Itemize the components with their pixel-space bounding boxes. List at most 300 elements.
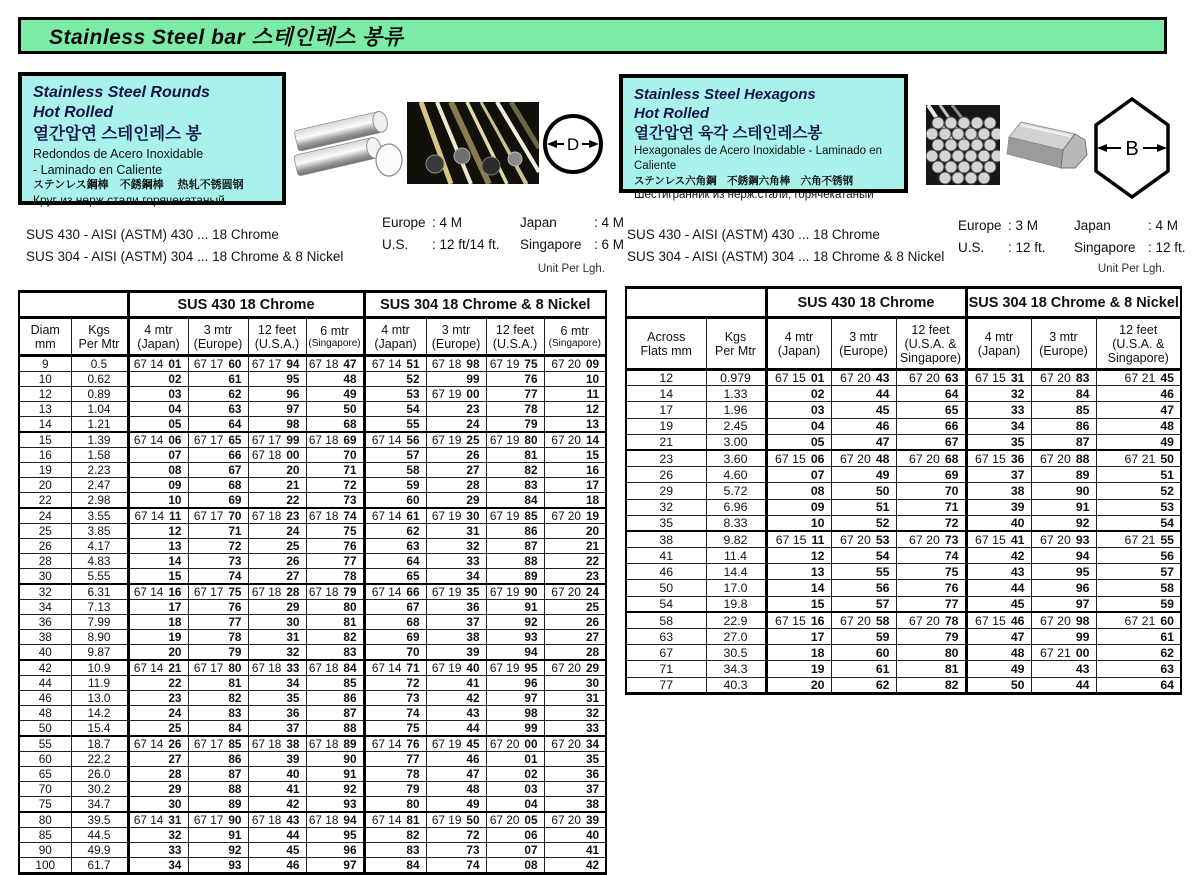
code-suffix: 21 [168, 661, 182, 675]
code-suffix: 54 [1160, 516, 1174, 531]
code-suffix: 77 [343, 554, 357, 568]
code-prefix: 67 18 [431, 357, 462, 371]
code-suffix: 53 [1160, 500, 1174, 515]
code-suffix: 17 [168, 600, 182, 614]
rounds-title-ru: Круг из нерж.стали горячекатаный [33, 193, 225, 207]
code-suffix: 65 [228, 433, 242, 447]
impa-code-cell [1031, 483, 1096, 499]
header-line: 12 feet [257, 322, 297, 337]
table-row [626, 434, 1181, 450]
table-row [19, 356, 606, 372]
table-row [626, 661, 1181, 677]
code-prefix: 67 20 [840, 451, 871, 466]
impa-code-cell [896, 645, 966, 661]
header-line: 12 feet [911, 322, 950, 337]
impa-code-cell [426, 630, 486, 645]
impa-code-cell [831, 596, 896, 612]
impa-code-cell [248, 463, 306, 478]
size-cell: 54 [626, 596, 706, 612]
impa-code-cell [966, 467, 1031, 483]
table-row [19, 448, 606, 463]
code-suffix: 19 [585, 509, 600, 523]
code-suffix: 83 [343, 645, 357, 659]
code-suffix: 92 [524, 615, 538, 629]
impa-code-cell [306, 691, 364, 706]
impa-code-cell [544, 417, 606, 433]
weight-cell: 18.7 [71, 736, 128, 752]
code-suffix: 58 [406, 463, 420, 477]
code-suffix: 45 [1160, 371, 1174, 386]
impa-code-cell [1096, 483, 1181, 499]
code-suffix: 11 [586, 387, 600, 401]
code-suffix: 32 [466, 539, 480, 553]
impa-code-cell [831, 548, 896, 564]
impa-code-cell [896, 450, 966, 466]
code-suffix: 44 [1075, 677, 1090, 692]
size-cell: 19 [626, 418, 706, 434]
code-suffix: 22 [286, 493, 300, 507]
code-suffix: 89 [1075, 467, 1090, 482]
code-suffix: 52 [875, 516, 890, 531]
code-suffix: 81 [343, 615, 357, 629]
code-suffix: 16 [168, 585, 182, 599]
code-suffix: 03 [524, 782, 538, 796]
weight-cell: 1.96 [706, 402, 766, 418]
impa-code-cell [128, 736, 188, 752]
weight-cell: 1.58 [71, 448, 128, 463]
page-banner [18, 17, 1167, 54]
code-prefix: 67 17 [251, 433, 282, 447]
weight-cell: 9.87 [71, 645, 128, 661]
size-cell: 80 [19, 812, 71, 828]
weight-cell: 30.5 [706, 645, 766, 661]
impa-code-cell [766, 645, 831, 661]
length-column-header [248, 318, 306, 356]
impa-code-cell [426, 524, 486, 539]
code-suffix: 75 [343, 524, 357, 538]
code-suffix: 20 [286, 463, 300, 477]
header-line: 12 feet [1119, 322, 1158, 337]
code-suffix: 89 [524, 569, 538, 583]
code-prefix: 67 14 [371, 737, 402, 751]
impa-code-cell [188, 691, 248, 706]
impa-code-cell [364, 691, 426, 706]
code-suffix: 43 [1075, 661, 1090, 676]
code-suffix: 69 [406, 630, 420, 644]
impa-code-cell [248, 630, 306, 645]
size-cell: 75 [19, 797, 71, 813]
impa-code-cell [364, 721, 426, 737]
length-column-header [188, 318, 248, 356]
code-suffix: 70 [343, 448, 357, 462]
impa-code-cell [248, 645, 306, 661]
code-suffix: 61 [1160, 629, 1174, 644]
code-suffix: 27 [286, 569, 300, 583]
code-suffix: 72 [944, 516, 959, 531]
impa-code-cell [1096, 677, 1181, 693]
table-row [626, 418, 1181, 434]
code-suffix: 14 [585, 433, 600, 447]
code-suffix: 93 [1075, 532, 1090, 547]
code-suffix: 21 [585, 539, 600, 553]
code-suffix: 51 [875, 500, 890, 515]
code-prefix: 67 18 [251, 661, 282, 675]
impa-code-cell [486, 706, 544, 721]
impa-code-cell [364, 569, 426, 585]
hex-title-ko: 열간압연 육각 스테인레스봉 [634, 125, 823, 142]
code-suffix: 84 [228, 721, 242, 735]
impa-code-cell [306, 782, 364, 797]
code-suffix: 19 [168, 630, 182, 644]
code-suffix: 76 [524, 372, 538, 386]
code-suffix: 61 [228, 372, 242, 386]
size-cell: 38 [19, 630, 71, 645]
code-suffix: 81 [406, 813, 420, 827]
header-line: (U.S.A.) [492, 336, 538, 351]
impa-code-cell [364, 828, 426, 843]
code-suffix: 99 [524, 721, 538, 735]
table-row [19, 508, 606, 524]
header-line: 3 mtr [1049, 329, 1078, 344]
code-suffix: 05 [524, 813, 538, 827]
code-suffix: 82 [524, 463, 538, 477]
code-suffix: 85 [343, 676, 357, 690]
code-suffix: 48 [466, 782, 480, 796]
weight-cell: 4.17 [71, 539, 128, 554]
code-prefix: 67 18 [308, 737, 339, 751]
impa-code-cell [486, 676, 544, 691]
length-region-label: Singapore [520, 237, 582, 252]
size-cell: 26 [626, 467, 706, 483]
code-suffix: 17 [810, 629, 825, 644]
impa-code-cell [766, 370, 831, 386]
code-suffix: 26 [168, 737, 182, 751]
impa-code-cell [544, 843, 606, 858]
size-cell: 46 [626, 564, 706, 580]
code-suffix: 50 [343, 402, 357, 416]
code-suffix: 30 [466, 509, 480, 523]
impa-code-cell [306, 539, 364, 554]
code-prefix: 67 14 [371, 661, 402, 675]
round-rods-photo [407, 102, 539, 184]
code-suffix: 06 [168, 433, 182, 447]
impa-code-cell [766, 515, 831, 531]
code-suffix: 46 [466, 752, 480, 766]
size-cell: 14 [19, 417, 71, 433]
impa-code-cell [896, 370, 966, 386]
impa-code-cell [1031, 515, 1096, 531]
code-prefix: 67 15 [775, 613, 806, 628]
table-row [626, 645, 1181, 661]
impa-code-cell [766, 467, 831, 483]
code-suffix: 03 [810, 402, 825, 417]
code-suffix: 27 [168, 752, 182, 766]
size-cell: 38 [626, 531, 706, 547]
dimension-header-cell [706, 318, 766, 370]
impa-code-cell [128, 660, 188, 676]
code-suffix: 75 [228, 585, 242, 599]
impa-code-cell [364, 432, 426, 448]
code-suffix: 18 [810, 645, 825, 660]
code-suffix: 31 [466, 524, 480, 538]
size-cell: 19 [19, 463, 71, 478]
code-suffix: 88 [343, 721, 357, 735]
code-suffix: 44 [1010, 581, 1025, 596]
code-suffix: 37 [585, 782, 600, 796]
impa-code-cell [896, 418, 966, 434]
impa-code-cell [364, 448, 426, 463]
code-suffix: 35 [286, 691, 300, 705]
code-suffix: 82 [343, 630, 357, 644]
code-suffix: 90 [228, 813, 242, 827]
code-prefix: 67 20 [1040, 613, 1071, 628]
impa-code-cell [364, 402, 426, 417]
table-row [19, 432, 606, 448]
code-suffix: 35 [585, 752, 600, 766]
code-suffix: 11 [169, 509, 182, 523]
code-prefix: 67 18 [251, 813, 282, 827]
code-prefix: 67 14 [371, 813, 402, 827]
impa-code-cell [128, 782, 188, 797]
length-region-label: U.S. [958, 240, 985, 255]
code-suffix: 40 [466, 661, 480, 675]
impa-code-cell [306, 463, 364, 478]
length-column-header [128, 318, 188, 356]
impa-code-cell [426, 508, 486, 524]
code-suffix: 41 [585, 843, 600, 857]
impa-code-cell [188, 569, 248, 585]
impa-code-cell [128, 645, 188, 661]
table-row [19, 660, 606, 676]
sub-header-row [626, 318, 1181, 370]
impa-code-cell [544, 858, 606, 874]
table-row [19, 524, 606, 539]
table-row [19, 387, 606, 402]
code-suffix: 98 [466, 357, 480, 371]
code-suffix: 30 [286, 615, 300, 629]
code-suffix: 71 [343, 463, 357, 477]
code-suffix: 47 [875, 435, 890, 450]
code-suffix: 45 [466, 737, 480, 751]
code-prefix: 67 15 [775, 371, 806, 386]
code-suffix: 56 [875, 581, 890, 596]
code-suffix: 83 [1075, 371, 1090, 386]
impa-code-cell [966, 596, 1031, 612]
code-prefix: 67 14 [371, 357, 402, 371]
code-suffix: 26 [286, 554, 300, 568]
code-suffix: 13 [585, 417, 600, 431]
code-suffix: 96 [286, 387, 300, 401]
code-suffix: 94 [1075, 548, 1090, 563]
code-suffix: 59 [875, 629, 890, 644]
impa-code-cell [426, 782, 486, 797]
impa-code-cell [248, 843, 306, 858]
size-cell: 50 [19, 721, 71, 737]
impa-code-cell [306, 584, 364, 600]
size-cell: 26 [19, 539, 71, 554]
code-prefix: 67 17 [193, 509, 224, 523]
code-suffix: 48 [875, 451, 890, 466]
hex-standard-430: SUS 430 - AISI (ASTM) 430 ... 18 Chrome [627, 227, 880, 242]
impa-code-cell [128, 372, 188, 387]
impa-code-cell [766, 580, 831, 596]
code-prefix: 67 17 [193, 661, 224, 675]
code-prefix: 67 19 [489, 509, 520, 523]
impa-code-cell [128, 539, 188, 554]
rounds-standard-304: SUS 304 - AISI (ASTM) 304 ... 18 Chrome & 8 Nickel [26, 249, 344, 264]
impa-code-cell [426, 432, 486, 448]
length-item [382, 237, 514, 252]
code-suffix: 39 [286, 752, 300, 766]
across-flats-diagram-icon [1091, 95, 1173, 201]
impa-code-cell [486, 752, 544, 767]
rounds-standards [26, 224, 343, 268]
code-suffix: 10 [585, 372, 600, 386]
code-suffix: 37 [286, 721, 300, 735]
diameter-diagram-icon [540, 110, 606, 178]
code-prefix: 67 17 [193, 737, 224, 751]
header-line: (Europe) [431, 336, 481, 351]
impa-code-cell [306, 843, 364, 858]
impa-code-cell [544, 812, 606, 828]
code-prefix: 67 14 [134, 509, 165, 523]
impa-code-cell [486, 493, 544, 509]
impa-code-cell [486, 767, 544, 782]
code-suffix: 13 [168, 539, 182, 553]
impa-code-cell [306, 569, 364, 585]
header-line: 4 mtr [144, 322, 173, 337]
impa-code-cell [544, 767, 606, 782]
size-cell: 28 [19, 554, 71, 569]
impa-code-cell [128, 630, 188, 645]
impa-code-cell [426, 463, 486, 478]
code-prefix: 67 14 [133, 585, 164, 599]
impa-code-cell [1031, 564, 1096, 580]
code-suffix: 49 [1160, 435, 1174, 450]
weight-cell: 3.85 [71, 524, 128, 539]
impa-code-cell [364, 660, 426, 676]
impa-code-cell [306, 630, 364, 645]
code-suffix: 84 [406, 858, 420, 872]
impa-code-cell [248, 828, 306, 843]
impa-code-cell [364, 843, 426, 858]
impa-code-cell [966, 580, 1031, 596]
code-suffix: 80 [228, 661, 242, 675]
length-value: : 4 M [1148, 218, 1179, 233]
header-line: Singapore) [1107, 350, 1169, 365]
size-cell: 25 [19, 524, 71, 539]
code-prefix: 67 20 [551, 813, 581, 827]
code-suffix: 31 [168, 813, 182, 827]
table-row [19, 463, 606, 478]
impa-code-cell [544, 752, 606, 767]
code-suffix: 47 [1010, 629, 1025, 644]
impa-code-cell [248, 448, 306, 463]
code-suffix: 15 [810, 596, 825, 611]
header-line: (Singapore) [308, 337, 361, 349]
impa-code-cell [486, 721, 544, 737]
code-suffix: 73 [466, 843, 480, 857]
code-suffix: 66 [406, 585, 420, 599]
code-prefix: 67 20 [551, 357, 581, 371]
size-cell: 36 [19, 615, 71, 630]
impa-code-cell [128, 676, 188, 691]
code-suffix: 42 [286, 797, 300, 811]
weight-cell: 7.99 [71, 615, 128, 630]
code-suffix: 09 [585, 357, 600, 371]
code-suffix: 91 [228, 828, 242, 842]
code-suffix: 81 [524, 448, 538, 462]
impa-code-cell [248, 508, 306, 524]
code-suffix: 10 [168, 493, 182, 507]
impa-code-cell [544, 615, 606, 630]
code-suffix: 36 [585, 767, 600, 781]
impa-code-cell [188, 539, 248, 554]
code-suffix: 52 [1160, 483, 1174, 498]
code-suffix: 19 [810, 661, 825, 676]
length-item [1074, 240, 1186, 255]
code-suffix: 88 [524, 554, 538, 568]
code-prefix: 67 15 [775, 451, 806, 466]
impa-code-cell [766, 564, 831, 580]
impa-code-cell [896, 531, 966, 547]
impa-code-cell [896, 677, 966, 693]
code-suffix: 40 [585, 828, 600, 842]
code-suffix: 95 [343, 828, 357, 842]
table-row [626, 548, 1181, 564]
code-suffix: 86 [228, 752, 242, 766]
header-line: Per Mtr [715, 343, 756, 358]
weight-cell: 3.55 [71, 508, 128, 524]
hex-title-cjk: ステンレス六角鋼 不銹鋼六角棒 六角不锈钢 [634, 175, 854, 187]
code-prefix: 67 21 [1124, 371, 1156, 386]
weight-cell: 34.3 [706, 661, 766, 677]
impa-code-cell [188, 660, 248, 676]
code-suffix: 30 [585, 676, 600, 690]
impa-code-cell [544, 554, 606, 569]
code-prefix: 67 20 [840, 613, 871, 628]
header-line: (Japan) [137, 336, 180, 351]
impa-code-cell [966, 515, 1031, 531]
impa-code-cell [248, 797, 306, 813]
code-suffix: 66 [228, 448, 242, 462]
code-suffix: 00 [1075, 645, 1090, 660]
code-suffix: 64 [406, 554, 420, 568]
table-row [626, 515, 1181, 531]
size-cell: 77 [626, 677, 706, 693]
weight-cell: 27.0 [706, 629, 766, 645]
code-suffix: 01 [168, 357, 182, 371]
code-suffix: 22 [168, 676, 182, 690]
impa-code-cell [426, 417, 486, 433]
code-suffix: 82 [944, 677, 959, 692]
impa-code-cell [248, 812, 306, 828]
impa-code-cell [544, 691, 606, 706]
impa-code-cell [128, 767, 188, 782]
code-suffix: 77 [228, 615, 242, 629]
code-suffix: 68 [406, 615, 420, 629]
hex-bundle-photo [926, 105, 1000, 185]
table-row [626, 467, 1181, 483]
code-suffix: 85 [1075, 402, 1090, 417]
code-suffix: 49 [466, 797, 480, 811]
table-row [626, 370, 1181, 386]
weight-cell: 8.33 [706, 515, 766, 531]
impa-code-cell [188, 493, 248, 509]
rounds-info-box [18, 72, 286, 205]
hex-length-notes [958, 218, 1186, 255]
table-row [19, 630, 606, 645]
